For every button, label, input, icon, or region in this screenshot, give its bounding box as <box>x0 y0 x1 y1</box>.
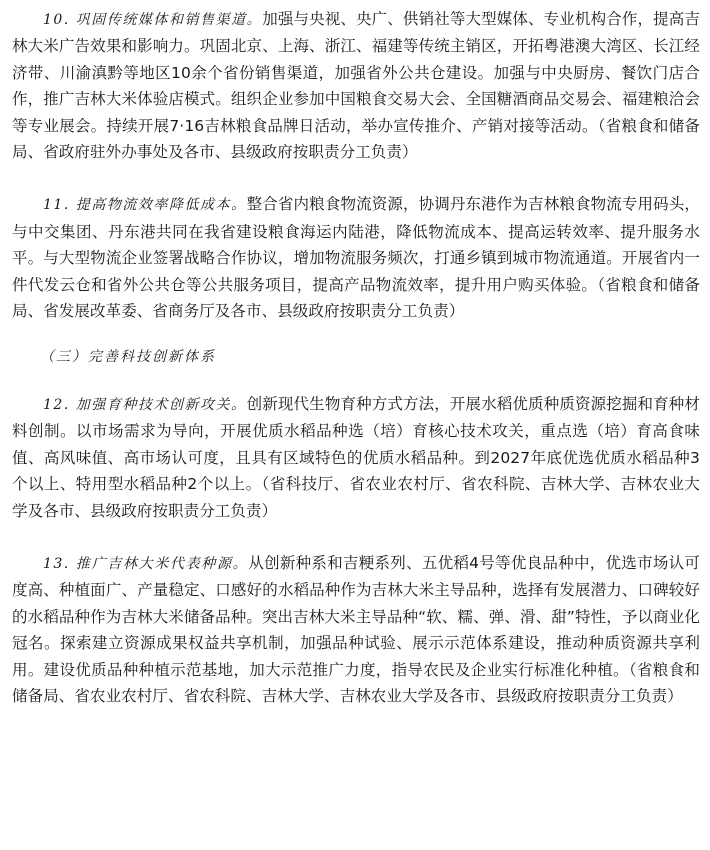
paragraph-11-title: 11. 提高物流效率降低成本。 <box>43 197 247 214</box>
paragraph-10 <box>12 6 700 165</box>
paragraph-spacer <box>12 524 700 550</box>
paragraph-12-body: 创新现代生物育种方式方法，开展水稻优质种质资源挖掘和育种材料创制。以市场需求为导向，开展优质水稻品种选（培）育核心技术攻关，重点选（培）育高食味值、高风味值、高市场认可度，且具有区域特色的优质水稻品种。到2027年底优选优质水稻品种3个以上、特用型水稻品种2个以上。（省科技厅、省农业农村厅、省农科院、吉林大学、吉林农业大学及各市、县级政府按职责分工负责） <box>12 394 701 520</box>
paragraph-11 <box>12 191 700 324</box>
paragraph-10-title: 10. 巩固传统媒体和销售渠道。 <box>43 12 263 28</box>
section-heading-3: （三）完善科技创新体系 <box>40 349 216 366</box>
paragraph-12 <box>12 391 700 524</box>
paragraph-13 <box>12 550 700 709</box>
paragraph-spacer <box>12 165 700 191</box>
paragraph-10-body: 加强与央视、央广、供销社等大型媒体、专业机构合作，提高吉林大米广告效果和影响力。巩固北京、上海、浙江、福建等传统主销区，开拓粤港澳大湾区、长江经济带、川渝滇黔等地区10余个省份销售渠道，加强省外公共仓建设。加强与中央厨房、餐饮门店合作，推广吉林大米体验店模式。组织企业参加中国粮食交易大会、全国糖酒商品交易会、福建粮洽会等专业展会。持续开展7·16吉林粮食品牌日活动，举办宣传推介、产销对接等活动。（省粮食和储备局、省政府驻外办事处及各市、县级政府按职责分工负责） <box>12 10 700 162</box>
paragraph-12-title: 12. 加强育种技术创新攻关。 <box>43 396 247 413</box>
paragraph-spacer <box>12 371 700 391</box>
paragraph-spacer <box>12 324 700 344</box>
paragraph-11-body: 整合省内粮食物流资源，协调丹东港作为吉林粮食物流专用码头，与中交集团、丹东港共同在我省建设粮食海运内陆港，降低物流成本、提高运转效率、提升服务水平。与大型物流企业签署战略合作协议，增加物流服务频次，打通乡镇到城市物流通道。开展省内一件代发云仓和省外公共仓等公共服务项目，提高产品物流效率，提升用户购买体验。（省粮食和储备局、省发展改革委、省商务厅及各市、县级政府按职责分工负责） <box>12 195 701 321</box>
paragraph-13-title: 13. 推广吉林大米代表种源。 <box>43 555 249 572</box>
paragraph-13-body: 从创新种系和吉粳系列、五优稻4号等优良品种中，优选市场认可度高、种植面广、产量稳定、口感好的水稻品种作为吉林大米主导品种，选择有发展潜力、口碑较好的水稻品种作为吉林大米储备品种。突出吉林大米主导品种“软、糯、弹、滑、甜”特性，予以商业化冠名。探索建立资源成果权益共享机制，加强品种试验、展示示范体系建设，推动种质资源共享利用。建设优质品种种植示范基地，加大示范推广力度，指导农民及企业实行标准化种植。（省粮食和储备局、省农业农村厅、省农科院、吉林大学、吉林农业大学及各市、县级政府按职责分工负责） <box>12 553 701 705</box>
